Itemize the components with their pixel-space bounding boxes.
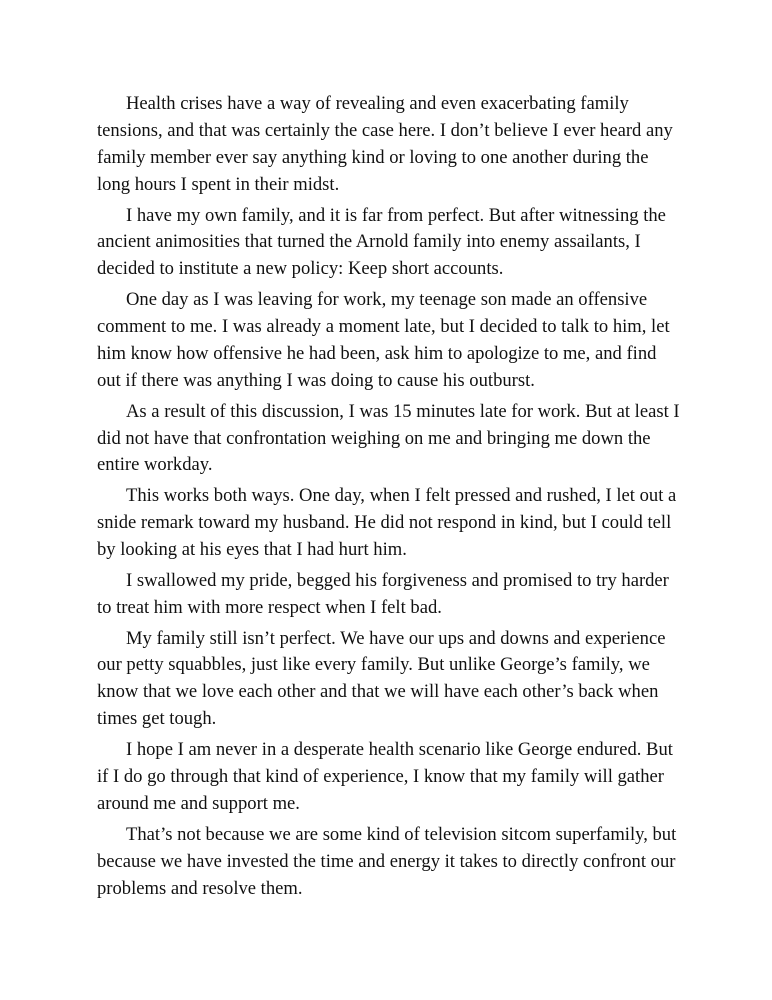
paragraph-3: One day as I was leaving for work, my teenage son made an offensive comment to me. I was already a moment late, but I decided to talk to him, let him know how offensive he had been, ask him to apologize to me, and find out if there was anything I was doing to cause his outburst. <box>97 289 670 391</box>
paragraph-1: Health crises have a way of revealing and even exacerbating family tensions, and that was certainly the case here. I don’t believe I ever heard any family member ever say anything kind or loving to one another during the long hours I spent in their midst. <box>97 93 673 195</box>
paragraph-8: I hope I am never in a desperate health scenario like George endured. But if I do go through that kind of experience, I know that my family will gather around me and support me. <box>97 739 673 814</box>
paragraph-2: I have my own family, and it is far from perfect. But after witnessing the ancient animosities that turned the Arnold family into enemy assailants, I decided to institute a new policy: Keep short accounts. <box>97 204 666 280</box>
paragraph-5: This works both ways. One day, when I felt pressed and rushed, I let out a snide remark toward my husband. He did not respond in kind, but I could tell by looking at his eyes that I had hurt him. <box>97 485 677 561</box>
body-text <box>97 91 682 906</box>
paragraph-9: That’s not because we are some kind of television sitcom superfamily, but because we have invested the time and energy it takes to directly confront our problems and resolve them. <box>97 823 677 899</box>
paragraph-4: As a result of this discussion, I was 15 minutes late for work. But at least I did not have that confrontation weighing on me and bringing me down the entire workday. <box>97 400 680 476</box>
paragraph-7: My family still isn’t perfect. We have our ups and downs and experience our petty squabbles, just like every family. But unlike George’s family, we know that we love each other and that we will have each other’s back when times get tough. <box>97 627 666 730</box>
paragraph-6: I swallowed my pride, begged his forgiveness and promised to try harder to treat him with more respect when I felt bad. <box>97 569 669 618</box>
